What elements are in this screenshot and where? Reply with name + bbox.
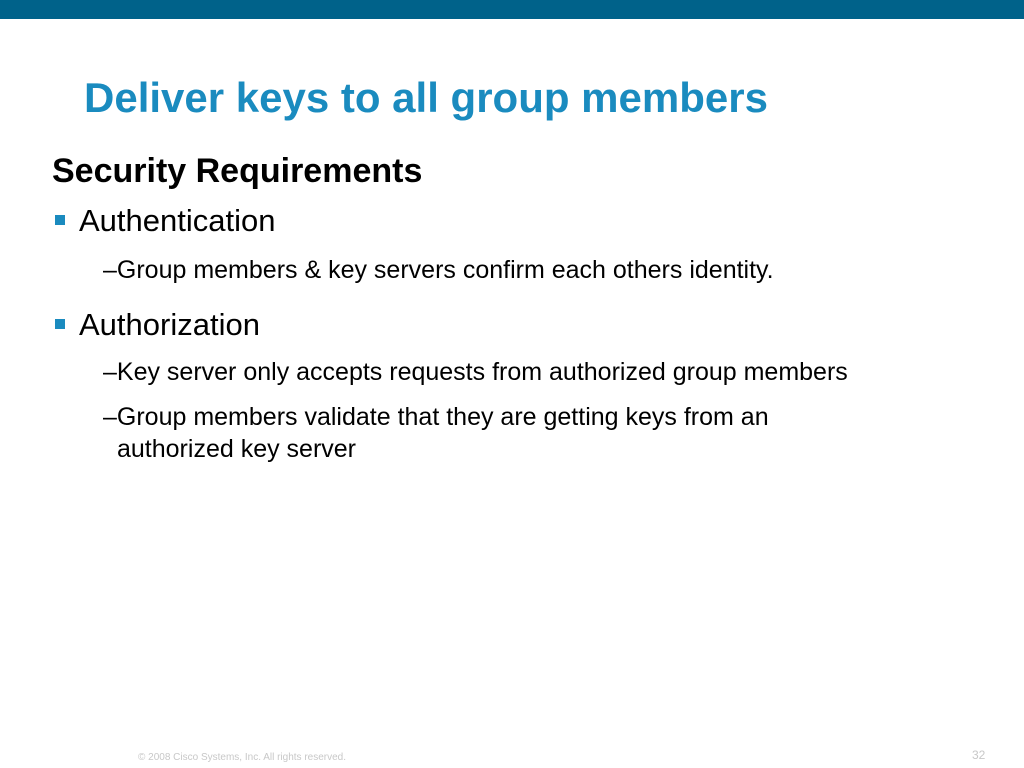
square-bullet-icon (55, 319, 65, 329)
sub-bullet: –Group members validate that they are getting keys from an (103, 403, 769, 431)
square-bullet-icon (55, 215, 65, 225)
section-heading: Security Requirements (52, 152, 423, 190)
sub-bullet: –Group members & key servers confirm each others identity. (103, 256, 774, 284)
bullet-label: Authentication (79, 203, 276, 238)
footer-copyright: © 2008 Cisco Systems, Inc. All rights reserved. (138, 752, 347, 763)
bullet-label: Authorization (79, 307, 260, 342)
page-number: 32 (972, 748, 986, 762)
slide-title: Deliver keys to all group members (84, 74, 768, 121)
sub-bullet-continuation: authorized key server (117, 435, 357, 463)
top-banner-bar (0, 0, 1024, 19)
sub-bullet: –Key server only accepts requests from authorized group members (103, 358, 848, 386)
